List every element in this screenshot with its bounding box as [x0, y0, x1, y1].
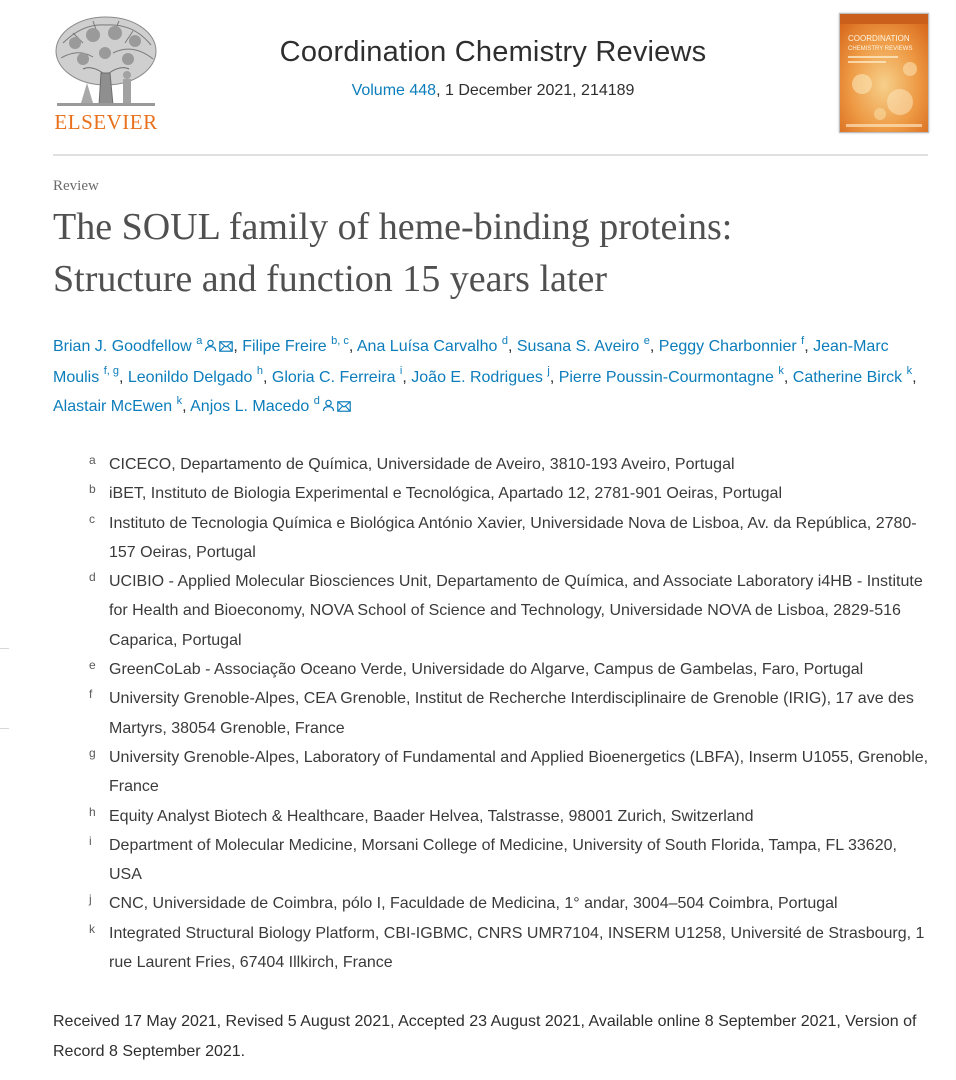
- author-link[interactable]: [356, 334, 508, 355]
- affiliation-label: a: [89, 453, 96, 467]
- author-link[interactable]: [242, 334, 349, 355]
- author-name: Gloria C. Ferreira: [271, 368, 396, 386]
- journal-cover-thumbnail[interactable]: [839, 13, 929, 133]
- affiliation-list: [53, 450, 933, 977]
- affiliation-text: Instituto de Tecnologia Química e Biológica António Xavier, Universidade Nova de Lisboa, Av. da República, 2780-157 Oeiras, Portugal: [109, 514, 917, 561]
- article-title-line2: Structure and function 15 years later: [53, 258, 607, 300]
- affiliation-text: GreenCoLab - Associação Oceano Verde, Universidade do Algarve, Campus de Gambelas, Faro, Portugal: [109, 661, 864, 679]
- page-edge-mark: [0, 728, 9, 729]
- affiliation-label: b: [89, 482, 96, 497]
- affiliation-label: h: [89, 804, 96, 819]
- author-link[interactable]: [792, 365, 913, 386]
- affiliation-item: [53, 479, 933, 508]
- publisher-wordmark[interactable]: ELSEVIER: [54, 110, 158, 134]
- affiliation-item: [53, 802, 933, 831]
- cover-image: [840, 14, 928, 132]
- author-affiliation-marker: h: [256, 365, 263, 378]
- journal-title-link[interactable]: Coordination Chemistry Reviews: [279, 36, 707, 68]
- affiliation-item: [53, 684, 933, 743]
- affiliation-text: UCIBIO - Applied Molecular Biosciences Unit, Departamento de Química, and Associate Laboratory i4HB - Institute for Health and Bioeconomy, NOVA School of Science and Technology, Universidade NOVA de Lisboa, 2829-516 Caparica, Portugal: [109, 573, 923, 649]
- envelope-icon[interactable]: [337, 393, 351, 423]
- publication-history: Received 17 May 2021, Revised 5 August 2021, Accepted 23 August 2021, Available online 8 September 2021, Version of Record 8 September 2021.: [53, 1013, 917, 1060]
- author-link[interactable]: [516, 334, 650, 355]
- author-name: Filipe Freire: [242, 338, 327, 355]
- author-affiliation-marker: k: [778, 365, 784, 378]
- author-affiliation-marker: b, c: [331, 334, 349, 347]
- person-icon[interactable]: [204, 333, 217, 363]
- author-name: Peggy Charbonnier: [658, 338, 797, 355]
- affiliation-label: d: [89, 570, 96, 585]
- affiliation-item: [53, 567, 933, 655]
- journal-info: [213, 36, 773, 100]
- affiliation-item: [53, 889, 933, 918]
- affiliation-label: k: [89, 921, 95, 936]
- author-link[interactable]: [53, 394, 183, 415]
- author-affiliation-marker: a: [196, 334, 203, 347]
- article-title-line1: The SOUL family of heme-binding proteins:: [53, 206, 733, 248]
- author-affiliation-marker: d: [501, 334, 508, 347]
- article-title: [53, 201, 933, 305]
- author-affiliation-marker: f, g: [103, 365, 119, 378]
- author-name: Alastair McEwen: [53, 398, 173, 415]
- affiliation-label: c: [89, 511, 95, 526]
- author-affiliation-marker: d: [313, 394, 320, 407]
- cover-title-1: COORDINATION: [848, 34, 910, 43]
- affiliation-label: i: [89, 833, 92, 848]
- author-link[interactable]: [127, 365, 263, 386]
- author-name: Brian J. Goodfellow: [53, 338, 192, 355]
- author-link[interactable]: [658, 334, 805, 355]
- affiliation-item: [53, 509, 933, 568]
- affiliation-label: g: [89, 745, 96, 760]
- author-affiliation-marker: k: [176, 394, 183, 407]
- author-name: Ana Luísa Carvalho: [356, 338, 498, 355]
- author-link[interactable]: [53, 334, 233, 355]
- affiliation-item: [53, 743, 933, 802]
- envelope-icon[interactable]: [219, 333, 233, 363]
- author-name: Leonildo Delgado: [127, 368, 253, 386]
- journal-issue-info: [213, 82, 773, 100]
- author-name: Anjos L. Macedo: [190, 398, 310, 415]
- person-icon[interactable]: [322, 393, 335, 423]
- affiliation-item: [53, 831, 933, 890]
- author-affiliation-marker: k: [906, 365, 913, 378]
- volume-link[interactable]: Volume 448: [351, 82, 437, 99]
- author-affiliation-marker: e: [643, 334, 650, 347]
- affiliation-item: [53, 655, 933, 684]
- affiliation-text: University Grenoble-Alpes, CEA Grenoble, Institut de Recherche Interdisciplinaire de Grenoble (IRIG), 17 ave des Martyrs, 38054 Grenoble, France: [109, 690, 914, 737]
- affiliation-text: Equity Analyst Biotech & Healthcare, Baader Helvea, Talstrasse, 98001 Zurich, Switzerland: [109, 807, 754, 825]
- affiliation-label: j: [89, 892, 92, 907]
- cover-title-2: CHEMISTRY REVIEWS: [848, 46, 913, 52]
- affiliation-label: e: [89, 658, 96, 673]
- author-name: João E. Rodrigues: [411, 368, 543, 386]
- issue-details: , 1 December 2021, 214189: [436, 82, 635, 99]
- author-affiliation-marker: f: [801, 334, 805, 347]
- article-header: [53, 13, 928, 156]
- author-name: Pierre Poussin-Courmontagne: [558, 368, 774, 386]
- author-name: Jean-Marc Moulis: [53, 338, 889, 386]
- affiliation-text: Department of Molecular Medicine, Morsani College of Medicine, University of South Florida, Tampa, FL 33620, USA: [109, 836, 897, 884]
- affiliation-text: iBET, Instituto de Biologia Experimental e Tecnológica, Apartado 12, 2781-901 Oeiras, Portugal: [109, 485, 783, 503]
- affiliation-item: [53, 450, 933, 479]
- author-name: Catherine Birck: [792, 368, 903, 386]
- author-affiliation-marker: j: [547, 365, 550, 378]
- author-list: Brian J. Goodfellow $^a$ , Filipe Freire $^{b, c}$, Ana Luísa Carvalho $^d$, Susana S. Aveiro $^e$, Peggy Charbonnier $^f$, Jean-Marc Moulis $^{f, g}$, Leonildo Delgado $^h$, Gloria C. Ferreira $^i$, João E. Rodrigues $^j$, Pierre Poussin-Courmontagne $^k$, Catherine Birck $^k$, Alastair McEwen $^k$, Anjos L. Macedo $^d$: [53, 332, 933, 423]
- affiliation-text: University Grenoble-Alpes, Laboratory of Fundamental and Applied Bioenergetics (LBFA), Inserm U1055, Grenoble, France: [109, 748, 929, 796]
- author-affiliation-marker: i: [399, 365, 403, 378]
- affiliation-text: CNC, Universidade de Coimbra, pólo I, Faculdade de Medicina, 1° andar, 3004–504 Coimbra, Portugal: [109, 895, 838, 913]
- author-link[interactable]: [271, 365, 403, 386]
- affiliation-text: Integrated Structural Biology Platform, CBI-IGBMC, CNRS UMR7104, INSERM U1258, Université de Strasbourg, 1 rue Laurent Fries, 67404 Illkirch, France: [109, 924, 925, 972]
- affiliation-item: [53, 919, 933, 978]
- affiliation-text: CICECO, Departamento de Química, Universidade de Aveiro, 3810-193 Aveiro, Portugal: [109, 456, 735, 473]
- article-type-label: Review: [53, 178, 99, 194]
- author-link[interactable]: [411, 365, 550, 386]
- author-name: Susana S. Aveiro: [516, 338, 640, 355]
- page-edge-mark: [0, 648, 9, 649]
- author-link[interactable]: [190, 394, 351, 415]
- affiliation-label: f: [89, 687, 93, 702]
- author-link[interactable]: [558, 365, 784, 386]
